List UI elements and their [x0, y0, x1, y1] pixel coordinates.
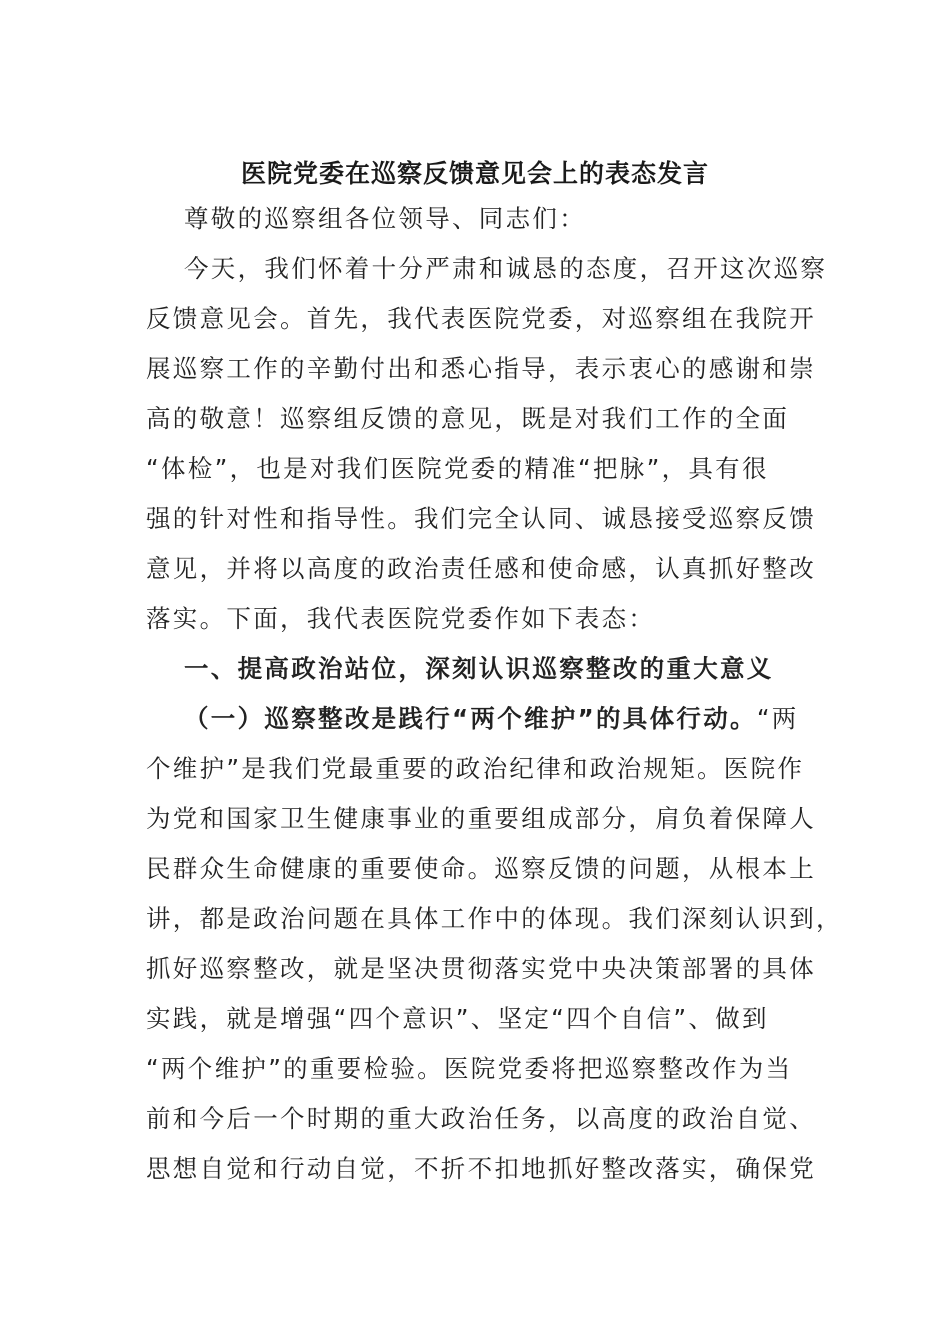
- paragraph-line: “体检”，也是对我们医院党委的精准“把脉”，具有很: [146, 454, 769, 483]
- paragraph-line: 思想自觉和行动自觉，不折不扣地抓好整改落实，确保党: [146, 1154, 816, 1183]
- document-title: 医院党委在巡察反馈意见会上的表态发言: [240, 159, 709, 188]
- paragraph-line: 个维护”是我们党最重要的政治纪律和政治规矩。医院作: [146, 754, 805, 783]
- section-heading: 一、提高政治站位，深刻认识巡察整改的重大意义: [184, 654, 774, 683]
- paragraph-line: 前和今后一个时期的重大政治任务，以高度的政治自觉、: [146, 1104, 816, 1133]
- paragraph-line: 今天，我们怀着十分严肃和诚恳的态度，召开这次巡察: [184, 254, 828, 283]
- paragraph-line: 讲，都是政治问题在具体工作中的体现。我们深刻认识到，: [146, 904, 843, 933]
- paragraph-line: 强的针对性和指导性。我们完全认同、诚恳接受巡察反馈: [146, 504, 816, 533]
- paragraph-line: 反馈意见会。首先，我代表医院党委，对巡察组在我院开: [146, 304, 816, 333]
- paragraph-line: 民群众生命健康的重要使命。巡察反馈的问题，从根本上: [146, 854, 816, 883]
- paragraph-line: “两个维护”的重要检验。医院党委将把巡察整改作为当: [146, 1054, 793, 1083]
- paragraph-line: 实践，就是增强“四个意识”、坚定“四个自信”、做到: [146, 1004, 769, 1033]
- salutation-line: 尊敬的巡察组各位领导、同志们：: [184, 204, 586, 233]
- paragraph-line: 为党和国家卫生健康事业的重要组成部分，肩负着保障人: [146, 804, 816, 833]
- paragraph-line: 落实。下面，我代表医院党委作如下表态：: [146, 604, 656, 633]
- subheading-continuation-text: “两: [756, 704, 799, 733]
- paragraph-line: 意见，并将以高度的政治责任感和使命感，认真抓好整改: [146, 554, 816, 583]
- paragraph-line: 高的敬意！巡察组反馈的意见，既是对我们工作的全面: [146, 404, 790, 433]
- subheading-line: [146, 694, 806, 744]
- subheading-bold-text: （一）巡察整改是践行“两个维护”的具体行动。: [184, 704, 757, 733]
- paragraph-line: 展巡察工作的辛勤付出和悉心指导，表示衷心的感谢和崇: [146, 354, 816, 383]
- paragraph-line: 抓好巡察整改，就是坚决贯彻落实党中央决策部署的具体: [146, 954, 816, 983]
- document-body: [146, 194, 843, 1194]
